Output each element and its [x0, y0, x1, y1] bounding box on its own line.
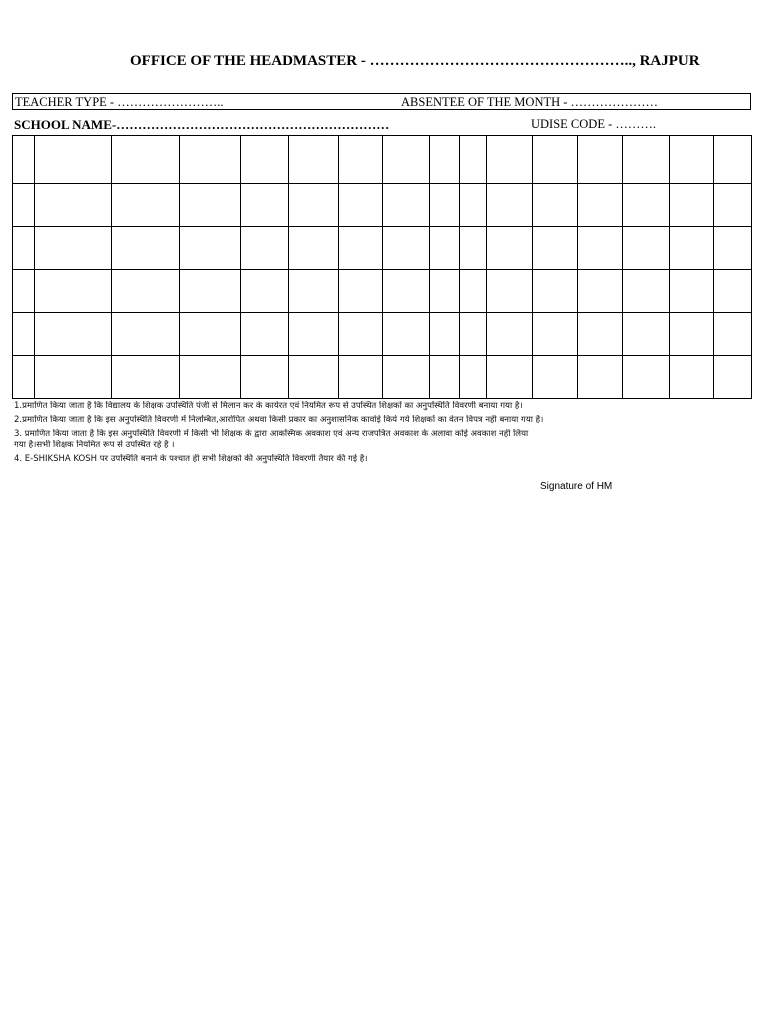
table-cell[interactable]: [289, 136, 339, 184]
table-cell[interactable]: [533, 227, 578, 270]
table-cell[interactable]: [35, 136, 112, 184]
table-cell[interactable]: [35, 184, 112, 227]
table-cell[interactable]: [339, 313, 383, 356]
table-cell[interactable]: [670, 270, 714, 313]
table-cell[interactable]: [460, 184, 487, 227]
table-cell[interactable]: [180, 270, 241, 313]
table-cell[interactable]: [35, 313, 112, 356]
table-cell[interactable]: [430, 136, 460, 184]
table-cell[interactable]: [241, 136, 289, 184]
table-row: [13, 136, 752, 184]
table-cell[interactable]: [339, 356, 383, 399]
table-cell[interactable]: [430, 270, 460, 313]
table-cell[interactable]: [383, 313, 430, 356]
table-cell[interactable]: [383, 184, 430, 227]
table-cell[interactable]: [487, 313, 533, 356]
note-4: 4. E-SHIKSHA KOSH पर उपस्थिति बनाने के पश्चात ही सभी शिक्षको की अनुपस्थिति विवरणी तैयार की गई है।: [14, 454, 368, 464]
table-cell[interactable]: [670, 313, 714, 356]
table-cell[interactable]: [241, 184, 289, 227]
table-cell[interactable]: [623, 184, 670, 227]
table-cell[interactable]: [289, 313, 339, 356]
table-cell[interactable]: [112, 313, 180, 356]
table-cell[interactable]: [289, 227, 339, 270]
table-cell[interactable]: [533, 356, 578, 399]
table-cell[interactable]: [430, 184, 460, 227]
table-row: [13, 313, 752, 356]
attendance-grid: [12, 135, 752, 399]
table-cell[interactable]: [13, 270, 35, 313]
table-cell[interactable]: [487, 356, 533, 399]
note-1: 1.प्रमाणित किया जाता है कि विद्यालय के शिक्षक उपस्थिति पंजी से मिलान कर के कार्यरत एवं नियमित रूप से उपस्थित शिक्षकों का अनुपस्थिति विवरणी बनाया गया है।: [14, 401, 523, 411]
table-cell[interactable]: [13, 313, 35, 356]
table-cell[interactable]: [670, 184, 714, 227]
table-cell[interactable]: [460, 313, 487, 356]
table-row: [13, 227, 752, 270]
table-cell[interactable]: [13, 184, 35, 227]
table-cell[interactable]: [383, 356, 430, 399]
table-cell[interactable]: [180, 184, 241, 227]
udise-code-field: UDISE CODE - ……….: [531, 117, 656, 131]
table-cell[interactable]: [460, 270, 487, 313]
table-cell[interactable]: [460, 136, 487, 184]
signature-label: Signature of HM: [540, 481, 613, 492]
table-cell[interactable]: [714, 356, 752, 399]
table-cell[interactable]: [578, 270, 623, 313]
table-cell[interactable]: [623, 270, 670, 313]
table-cell[interactable]: [533, 313, 578, 356]
table-cell[interactable]: [13, 356, 35, 399]
table-cell[interactable]: [533, 136, 578, 184]
table-cell[interactable]: [430, 313, 460, 356]
table-cell[interactable]: [578, 227, 623, 270]
table-cell[interactable]: [112, 184, 180, 227]
table-row: [13, 270, 752, 313]
table-cell[interactable]: [180, 313, 241, 356]
table-cell[interactable]: [180, 356, 241, 399]
table-cell[interactable]: [289, 356, 339, 399]
table-cell[interactable]: [460, 356, 487, 399]
table-cell[interactable]: [714, 313, 752, 356]
table-cell[interactable]: [533, 184, 578, 227]
table-cell[interactable]: [383, 136, 430, 184]
table-cell[interactable]: [383, 227, 430, 270]
table-cell[interactable]: [339, 227, 383, 270]
table-cell[interactable]: [670, 136, 714, 184]
table-cell[interactable]: [578, 356, 623, 399]
table-row: [13, 184, 752, 227]
table-cell[interactable]: [35, 270, 112, 313]
table-row: [13, 356, 752, 399]
certification-notes: [14, 401, 754, 465]
page-title: OFFICE OF THE HEADMASTER - …………………………………………….., RAJPUR: [130, 53, 700, 69]
table-cell[interactable]: [714, 136, 752, 184]
table-cell[interactable]: [714, 270, 752, 313]
note-3-continued: गया है।सभी शिक्षक नियमित रूप से उपस्थित रहे है ।: [14, 440, 175, 450]
table-cell[interactable]: [623, 313, 670, 356]
table-cell[interactable]: [339, 136, 383, 184]
table-cell[interactable]: [533, 270, 578, 313]
teacher-info-box: [12, 93, 751, 110]
table-cell[interactable]: [35, 227, 112, 270]
table-cell[interactable]: [487, 270, 533, 313]
table-cell[interactable]: [241, 356, 289, 399]
table-cell[interactable]: [623, 136, 670, 184]
school-info-row: [14, 117, 751, 135]
table-cell[interactable]: [241, 227, 289, 270]
table-cell[interactable]: [289, 270, 339, 313]
table-cell[interactable]: [487, 227, 533, 270]
table-cell[interactable]: [339, 270, 383, 313]
table-cell[interactable]: [289, 184, 339, 227]
table-cell[interactable]: [180, 227, 241, 270]
table-cell[interactable]: [241, 313, 289, 356]
table-cell[interactable]: [180, 136, 241, 184]
table-cell[interactable]: [13, 227, 35, 270]
table-cell[interactable]: [35, 356, 112, 399]
table-cell[interactable]: [670, 356, 714, 399]
school-name-field: SCHOOL NAME-………………………………………………………: [14, 117, 390, 132]
table-cell[interactable]: [623, 227, 670, 270]
table-cell[interactable]: [112, 356, 180, 399]
table-cell[interactable]: [430, 227, 460, 270]
table-cell[interactable]: [13, 136, 35, 184]
absentee-month-field: ABSENTEE OF THE MONTH - …………………: [401, 95, 659, 109]
table-cell[interactable]: [487, 184, 533, 227]
note-2: 2.प्रमाणित किया जाता है कि इस अनुपस्थिति विवरणी में निलम्बित,आरोपित अथवा किसी प्रकार का अनुशासनिक कार्वाई किये गये शिक्षकों का वेतन विपत्र नही बनाया गया है।: [14, 415, 544, 425]
table-cell[interactable]: [578, 136, 623, 184]
table-cell[interactable]: [460, 227, 487, 270]
note-3: 3. प्रमाणित किया जाता है कि इस अनुपस्थिति विवरणी में किसी भी शिक्षक के द्वारा आकस्मिक अवकाश एवं अन्य राजपत्रित अवकाश के अलावा कोई अवकाश नही लिया: [14, 429, 529, 439]
teacher-type-field: TEACHER TYPE - ……………………..: [15, 95, 224, 109]
table-cell[interactable]: [241, 270, 289, 313]
table-cell[interactable]: [112, 136, 180, 184]
table-cell[interactable]: [578, 184, 623, 227]
table-cell[interactable]: [670, 227, 714, 270]
table-cell[interactable]: [430, 356, 460, 399]
table-cell[interactable]: [714, 184, 752, 227]
table-cell[interactable]: [383, 270, 430, 313]
table-cell[interactable]: [112, 227, 180, 270]
table-cell[interactable]: [714, 227, 752, 270]
table-cell[interactable]: [112, 270, 180, 313]
table-cell[interactable]: [339, 184, 383, 227]
table-cell[interactable]: [623, 356, 670, 399]
table-cell[interactable]: [578, 313, 623, 356]
table-cell[interactable]: [487, 136, 533, 184]
